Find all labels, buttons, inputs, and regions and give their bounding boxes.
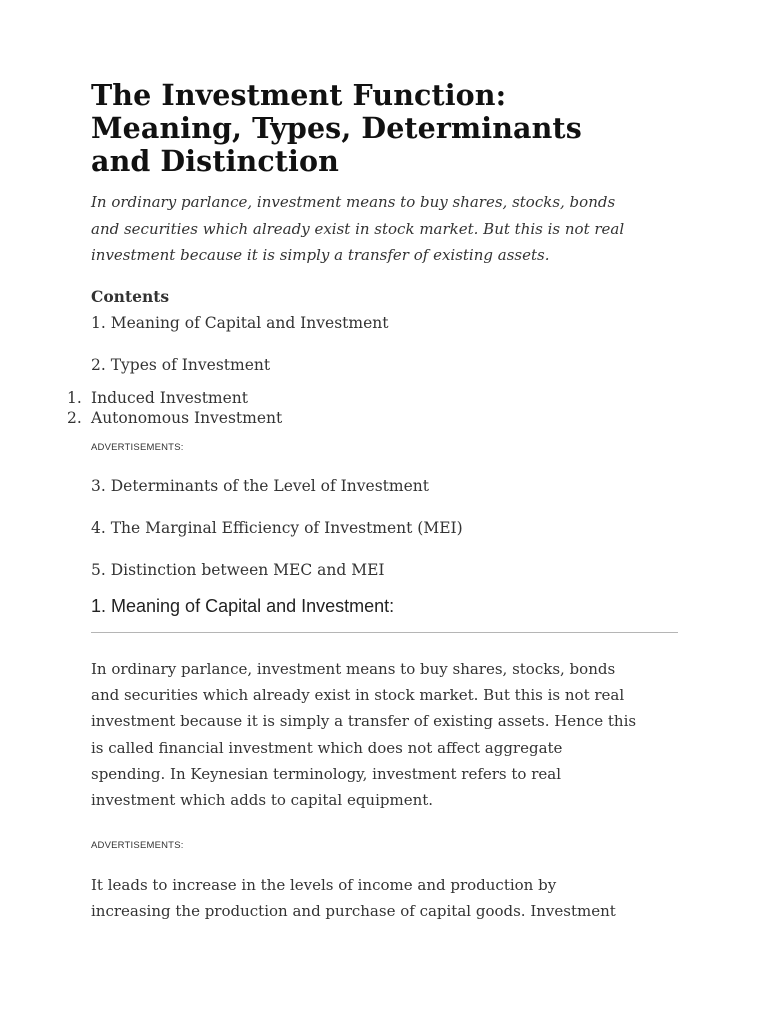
paragraph-line: spending. In Keynesian terminology, investment refers to real xyxy=(91,764,562,783)
paragraph-line: increasing the production and purchase of capital goods. Investment xyxy=(91,902,616,921)
toc-sub-label: Induced Investment xyxy=(91,389,249,407)
toc-sub-number: 1. xyxy=(67,389,82,407)
title-line: Meaning, Types, Determinants xyxy=(91,111,582,145)
toc-sub-list xyxy=(67,389,282,428)
article-lead xyxy=(91,189,681,269)
toc-link-determinants[interactable]: 3. Determinants of the Level of Investment xyxy=(91,477,429,495)
lead-line: In ordinary parlance, investment means to buy shares, stocks, bonds xyxy=(91,193,616,211)
toc-sub-item[interactable] xyxy=(67,409,282,429)
toc-sub-number: 2. xyxy=(67,408,82,427)
paragraph-line: investment which adds to capital equipment. xyxy=(91,791,434,810)
toc-link-types[interactable]: 2. Types of Investment xyxy=(91,356,271,374)
article-title xyxy=(91,79,681,178)
toc-sub-item[interactable] xyxy=(67,389,282,409)
toc-link-distinction[interactable]: 5. Distinction between MEC and MEI xyxy=(91,561,385,579)
toc-sub-label: Autonomous Investment xyxy=(91,408,283,427)
contents-heading: Contents xyxy=(91,287,170,306)
paragraph-line: and securities which already exist in stock market. But this is not real xyxy=(91,686,625,705)
paragraph-line: In ordinary parlance, investment means to buy shares, stocks, bonds xyxy=(91,660,616,678)
paragraph-line: is called financial investment which does not affect aggregate xyxy=(91,738,563,757)
body-paragraph xyxy=(91,872,681,924)
title-line: The Investment Function: xyxy=(91,78,507,112)
lead-line: and securities which already exist in stock market. But this is not real xyxy=(91,219,625,238)
section-heading: 1. Meaning of Capital and Investment: xyxy=(91,596,395,616)
lead-line: investment because it is simply a transfer of existing assets. xyxy=(91,246,550,264)
toc-link-meaning[interactable]: 1. Meaning of Capital and Investment xyxy=(91,314,389,332)
advertisement-label: ADVERTISEMENTS: xyxy=(91,442,184,453)
section-divider xyxy=(91,632,678,633)
toc-link-mei[interactable]: 4. The Marginal Efficiency of Investment (MEI) xyxy=(91,519,463,537)
paragraph-line: It leads to increase in the levels of income and production by xyxy=(91,876,557,894)
advertisement-label: ADVERTISEMENTS: xyxy=(91,840,184,851)
title-line: and Distinction xyxy=(91,144,339,178)
body-paragraph xyxy=(91,656,681,813)
paragraph-line: investment because it is simply a transfer of existing assets. Hence this xyxy=(91,712,637,731)
